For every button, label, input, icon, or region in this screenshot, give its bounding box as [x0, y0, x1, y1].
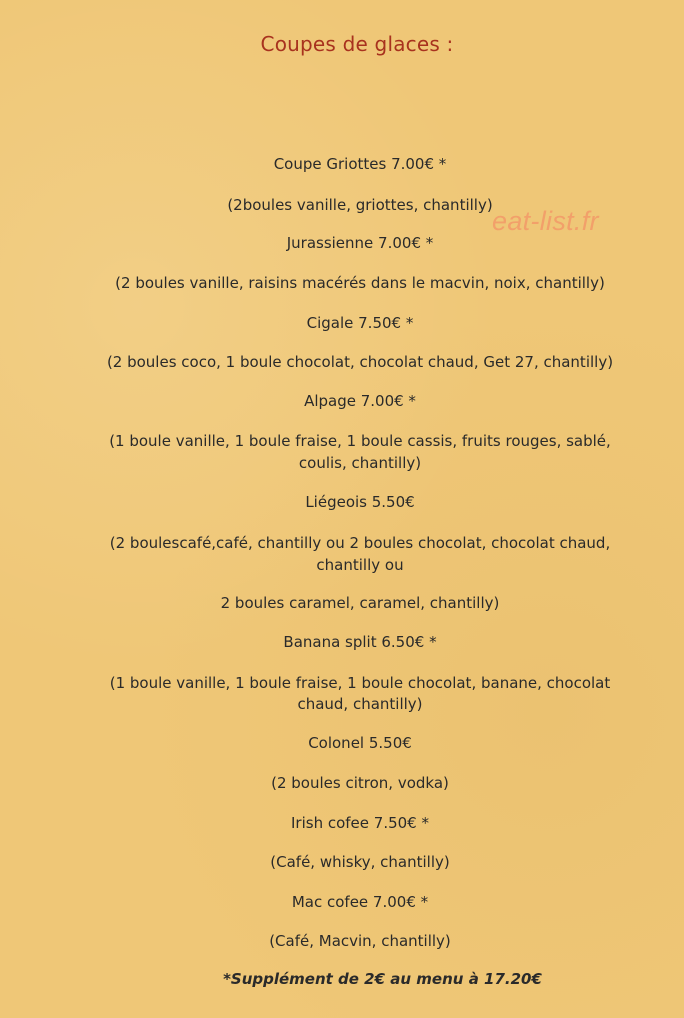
menu-item-name: Irish cofee 7.50€ * — [291, 814, 429, 832]
supplement-footnote: *Supplément de 2€ au menu à 17.20€ — [223, 970, 542, 988]
watermark-logo: eat-list.fr — [492, 206, 599, 236]
menu-item-description: (2 boulescafé,café, chantilly ou 2 boules chocolat, chocolat chaud, — [109, 534, 611, 552]
menu-item-description: coulis, chantilly) — [298, 454, 422, 472]
menu-item-name: Coupe Griottes 7.00€ * — [273, 155, 447, 173]
menu-item-description: (1 boule vanille, 1 boule fraise, 1 boule cassis, fruits rouges, sablé, — [109, 432, 611, 450]
menu-item-name: Liégeois 5.50€ — [305, 493, 415, 511]
menu-item-description: (2 boules citron, vodka) — [271, 774, 449, 792]
menu-item-description: (Café, Macvin, chantilly) — [269, 932, 451, 950]
menu-item-description: chaud, chantilly) — [297, 695, 423, 713]
menu-item-name: Alpage 7.00€ * — [304, 392, 416, 410]
menu-item-description: (2 boules vanille, raisins macérés dans le macvin, noix, chantilly) — [115, 274, 605, 292]
menu-item-name: Jurassienne 7.00€ * — [286, 234, 434, 252]
menu-item-name: Mac cofee 7.00€ * — [291, 893, 429, 911]
menu-item-description: (2boules vanille, griottes, chantilly) — [227, 196, 493, 214]
menu-item-description: (1 boule vanille, 1 boule fraise, 1 boule chocolat, banane, chocolat — [109, 674, 611, 692]
menu-item-name: Cigale 7.50€ * — [306, 314, 414, 332]
menu-item-description: (Café, whisky, chantilly) — [270, 853, 450, 871]
menu-item-description: 2 boules caramel, caramel, chantilly) — [220, 594, 500, 612]
menu-item-name: Colonel 5.50€ — [308, 734, 412, 752]
menu-item-description: (2 boules coco, 1 boule chocolat, chocolat chaud, Get 27, chantilly) — [106, 353, 614, 371]
menu-item-description: chantilly ou — [316, 556, 404, 574]
menu-item-name: Banana split 6.50€ * — [283, 633, 437, 651]
menu-title: Coupes de glaces : — [260, 32, 454, 56]
